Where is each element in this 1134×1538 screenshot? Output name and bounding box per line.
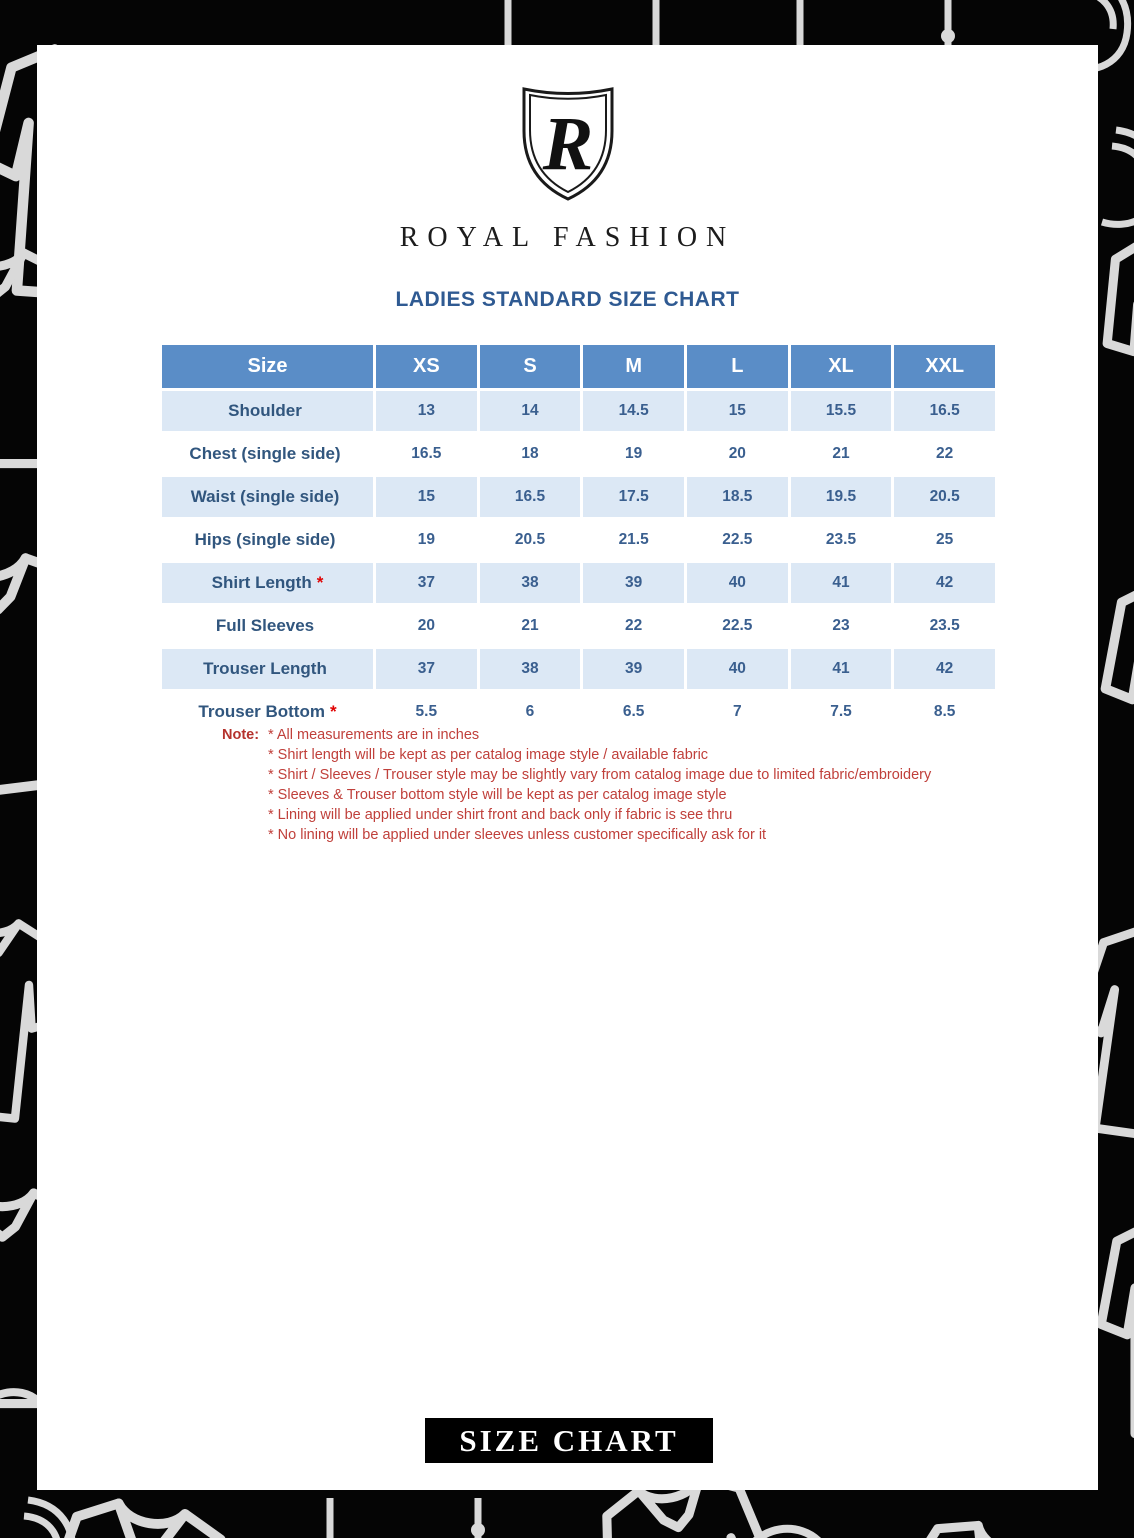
size-value: 20.5 xyxy=(480,520,581,560)
size-value: 38 xyxy=(480,649,581,689)
size-value: 23.5 xyxy=(791,520,892,560)
brand-logo xyxy=(37,85,1098,254)
column-header: XL xyxy=(791,345,892,388)
column-header: XXL xyxy=(894,345,995,388)
size-value: 19 xyxy=(376,520,477,560)
red-asterisk: * xyxy=(316,573,324,592)
size-value: 20 xyxy=(376,606,477,646)
size-value: 7 xyxy=(687,692,788,732)
size-value: 22.5 xyxy=(687,606,788,646)
size-value: 20.5 xyxy=(894,477,995,517)
row-label: Hips (single side) xyxy=(162,520,373,560)
size-value: 18 xyxy=(480,434,581,474)
note-item: * No lining will be applied under sleeves unless customer specifically ask for it xyxy=(268,827,767,843)
size-value: 22.5 xyxy=(687,520,788,560)
row-label: Trouser Bottom * xyxy=(162,692,373,732)
red-asterisk: * xyxy=(329,702,337,721)
size-value: 13 xyxy=(376,391,477,431)
size-table xyxy=(162,345,995,732)
size-value: 38 xyxy=(480,563,581,603)
size-value: 25 xyxy=(894,520,995,560)
size-value: 42 xyxy=(894,563,995,603)
row-label: Shoulder xyxy=(162,391,373,431)
size-value: 42 xyxy=(894,649,995,689)
size-value: 15.5 xyxy=(791,391,892,431)
size-value: 41 xyxy=(791,563,892,603)
row-label: Chest (single side) xyxy=(162,434,373,474)
size-value: 39 xyxy=(583,649,684,689)
size-value: 37 xyxy=(376,563,477,603)
note-item: * Sleeves & Trouser bottom style will be kept as per catalog image style xyxy=(268,787,727,803)
note-item: * All measurements are in inches xyxy=(268,727,480,743)
size-value: 17.5 xyxy=(583,477,684,517)
note-item: * Shirt / Sleeves / Trouser style may be slightly vary from catalog image due to limited fabric/embroidery xyxy=(268,767,932,783)
notes-block xyxy=(222,725,1058,845)
size-value: 40 xyxy=(687,563,788,603)
column-header: L xyxy=(687,345,788,388)
page-title: LADIES STANDARD SIZE CHART xyxy=(395,288,740,311)
size-value: 40 xyxy=(687,649,788,689)
size-value: 16.5 xyxy=(376,434,477,474)
size-value: 23 xyxy=(791,606,892,646)
size-value: 16.5 xyxy=(480,477,581,517)
size-value: 21.5 xyxy=(583,520,684,560)
size-value: 7.5 xyxy=(791,692,892,732)
brand-name: ROYAL FASHION xyxy=(399,222,736,253)
size-chart-page xyxy=(37,45,1098,1490)
size-chart-banner: SIZE CHART xyxy=(425,1418,713,1463)
shield-icon xyxy=(520,85,616,208)
size-value: 5.5 xyxy=(376,692,477,732)
size-value: 6 xyxy=(480,692,581,732)
size-value: 20 xyxy=(687,434,788,474)
size-value: 19.5 xyxy=(791,477,892,517)
size-value: 21 xyxy=(480,606,581,646)
brand-monogram: R xyxy=(542,102,593,186)
row-label: Trouser Length xyxy=(162,649,373,689)
column-header: XS xyxy=(376,345,477,388)
size-value: 16.5 xyxy=(894,391,995,431)
size-value: 21 xyxy=(791,434,892,474)
note-item: * Lining will be applied under shirt front and back only if fabric is see thru xyxy=(268,807,733,823)
note-label: Note: xyxy=(222,727,260,743)
row-label: Waist (single side) xyxy=(162,477,373,517)
size-value: 19 xyxy=(583,434,684,474)
size-value: 15 xyxy=(687,391,788,431)
row-label: Full Sleeves xyxy=(162,606,373,646)
note-item: * Shirt length will be kept as per catalog image style / available fabric xyxy=(268,747,709,763)
column-header: S xyxy=(480,345,581,388)
row-label: Shirt Length * xyxy=(162,563,373,603)
size-value: 8.5 xyxy=(894,692,995,732)
size-value: 18.5 xyxy=(687,477,788,517)
size-value: 22 xyxy=(894,434,995,474)
size-value: 14 xyxy=(480,391,581,431)
size-value: 41 xyxy=(791,649,892,689)
size-value: 39 xyxy=(583,563,684,603)
size-value: 37 xyxy=(376,649,477,689)
size-value: 14.5 xyxy=(583,391,684,431)
column-header: Size xyxy=(162,345,373,388)
size-value: 15 xyxy=(376,477,477,517)
column-header: M xyxy=(583,345,684,388)
size-value: 23.5 xyxy=(894,606,995,646)
size-value: 22 xyxy=(583,606,684,646)
size-value: 6.5 xyxy=(583,692,684,732)
